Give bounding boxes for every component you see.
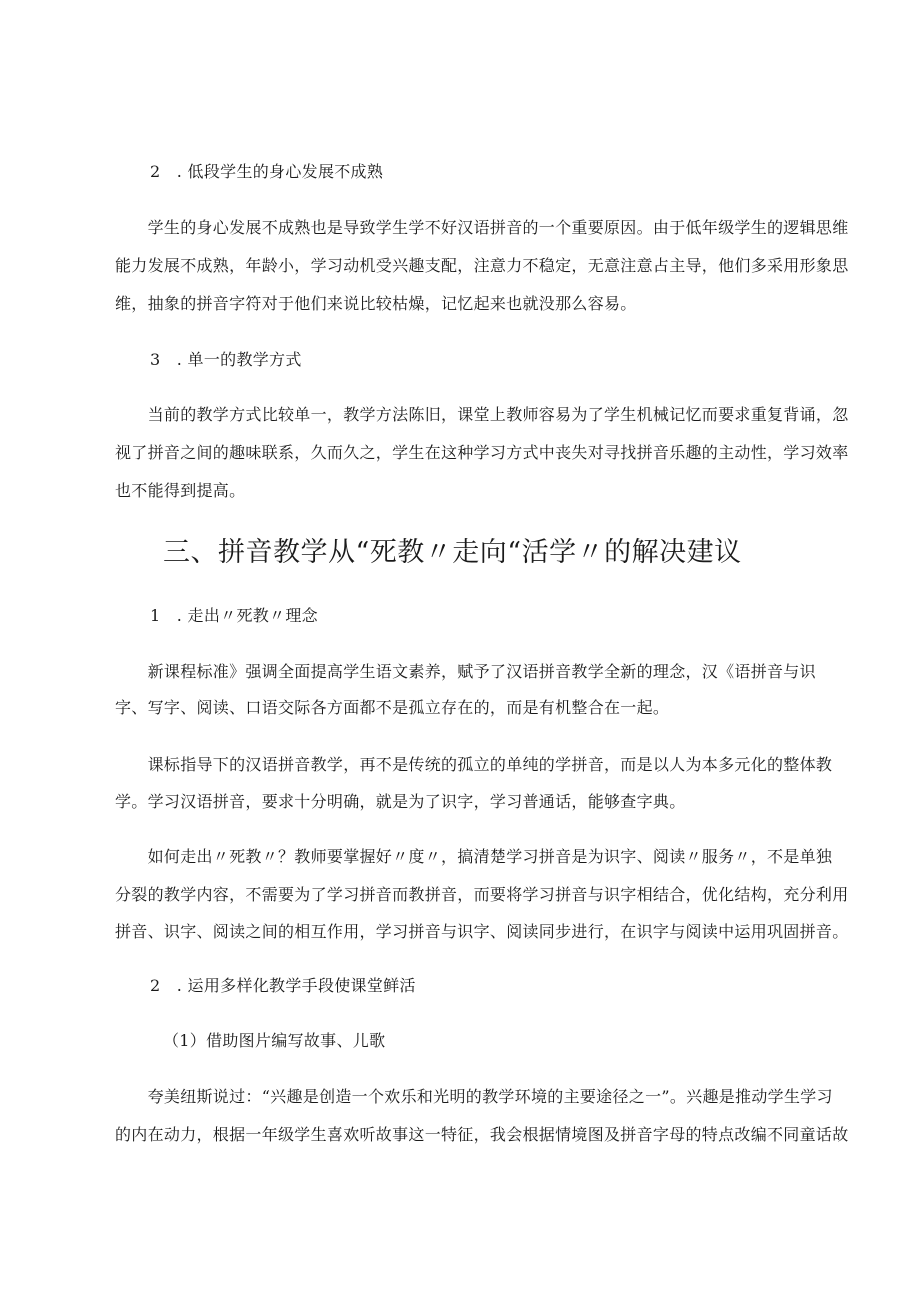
paragraph-line: 课标指导下的汉语拼音教学，再不是传统的孤立的单纯的学拼音，而是以人为本多元化的整体教 [115, 755, 833, 774]
section-title: 三、拼音教学从“死教〃走向“活学〃的解决建议 [163, 537, 742, 568]
paragraph-line: 当前的教学方式比较单一，教学方法陈旧，课堂上教师容易为了学生机械记忆而要求重复背诵，忽 [115, 405, 849, 424]
paragraph-line: 拼音、识字、阅读之间的相互作用，学习拼音与识字、阅读同步进行，在识字与阅读中运用巩固拼音。 [115, 922, 849, 941]
paragraph-line: 视了拼音之间的趣味联系，久而久之，学生在这种学习方式中丧失对寻找拼音乐趣的主动性，学习效率 [115, 443, 849, 462]
paragraph-line: 字、写字、阅读、口语交际各方面都不是孤立存在的，而是有机整合在一起。 [115, 698, 670, 717]
paragraph-line: 如何走出〃死教〃？教师要掌握好〃度〃，搞清楚学习拼音是为识字、阅读〃服务〃，不是单独 [115, 847, 833, 866]
subheading-3-single-teaching-method: 3 . 单一的教学方式 [150, 350, 302, 369]
paragraph-line: 新课程标准》强调全面提高学生语文素养，赋予了汉语拼音教学全新的理念，汉《语拼音与识 [115, 662, 816, 681]
paragraph-line: 维，抽象的拼音字符对于他们来说比较枯燥，记忆起来也就没那么容易。 [115, 294, 637, 313]
subheading-2-immature-development: 2 . 低段学生的身心发展不成熟 [150, 162, 384, 181]
paragraph-line: 学生的身心发展不成熟也是导致学生学不好汉语拼音的一个重要原因。由于低年级学生的逻辑思维 [115, 218, 849, 237]
subheading-1-pictures-stories: （1）借助图片编写故事、儿歌 [163, 1031, 386, 1050]
paragraph-line: 学。学习汉语拼音，要求十分明确，就是为了识字，学习普通话，能够查字典。 [115, 792, 686, 811]
paragraph-line: 夸美纽斯说过：“兴趣是创造一个欢乐和光明的教学环境的主要途径之一”。兴趣是推动学生学习 [115, 1087, 833, 1106]
paragraph-line: 的内在动力，根据一年级学生喜欢听故事这一特征，我会根据情境图及拼音字母的特点改编不同童话故 [115, 1125, 849, 1144]
subheading-2-diverse-teaching-means: 2 . 运用多样化教学手段使课堂鲜活 [150, 976, 416, 995]
paragraph-line: 也不能得到提高。 [115, 481, 246, 500]
paragraph-line: 能力发展不成熟，年龄小，学习动机受兴趣支配，注意力不稳定，无意注意占主导，他们多采用形象思 [115, 256, 849, 275]
subheading-1-leave-dead-teaching: 1 . 走出〃死教〃理念 [150, 606, 318, 625]
paragraph-line: 分裂的教学内容，不需要为了学习拼音而教拼音，而要将学习拼音与识字相结合，优化结构，充分利用 [115, 885, 849, 904]
